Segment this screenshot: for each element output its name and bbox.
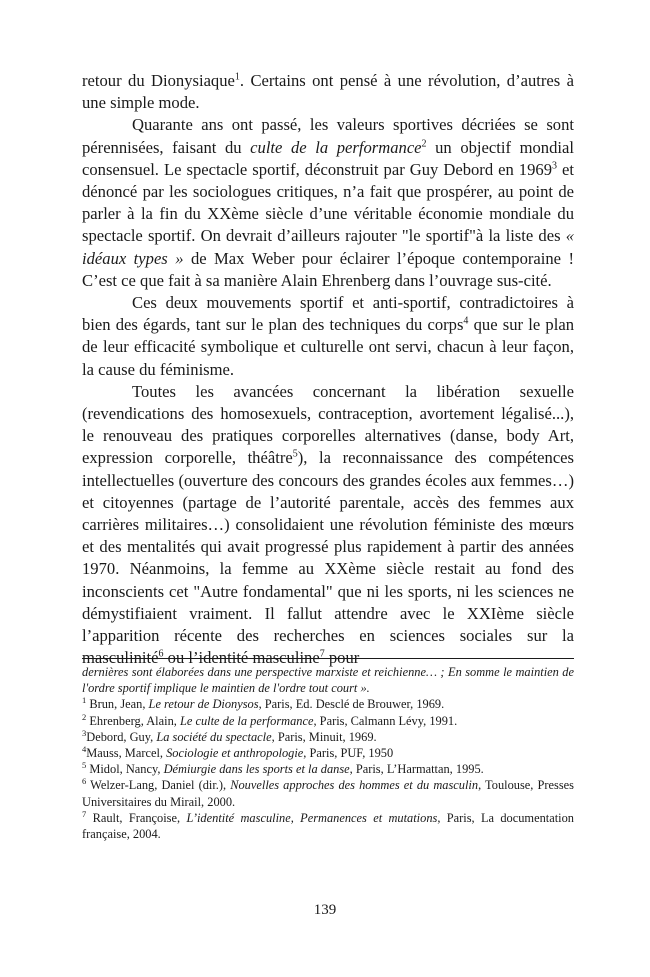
text-run: ), la reconnaissance des compétences intellectuelles (ouverture des concours des grandes écoles aux femmes…) et citoyennes (partage de l’autorité parentale, accès des femmes aux carrières militaires…) consolidaient une révolution féministe des mœurs et des mentalités qui avait progressé plus rapidement à partir des années 1970. Néanmoins, la femme au XXème siècle restait au fond des inconscients cet "Autre fondamental" que ni les sports, ni les sciences ne démystifiaient vraiment. Il fallut attendre avec le XXIème siècle l’apparition récente des recherches en sciences sociales sur la masculinité — [82, 448, 575, 668]
text-run: Ces deux mouvements sportif et anti-sportif, contradictoires à bien des égards, tant sur le plan des techniques du corps — [82, 293, 574, 335]
footnotes — [82, 664, 574, 842]
footnote-7 — [82, 810, 574, 842]
footnote-title: La société du spectacle — [156, 729, 272, 744]
italic-term: « idéaux types » — [82, 226, 574, 268]
text-run: . Certains ont pensé à une révolution, d’autres à une simple mode. — [82, 71, 574, 113]
main-text — [82, 70, 574, 669]
paragraph-4 — [82, 381, 574, 670]
footnote-ref-2[interactable]: 2 — [421, 138, 427, 150]
footnote-title: L’identité masculine, Permanences et mutations — [186, 810, 438, 825]
footnote-text: , Paris, Minuit, 1969. — [271, 729, 377, 744]
footnote-title: Démiurgie dans les sports et la danse — [163, 762, 350, 777]
footnote-number: 7 — [82, 808, 87, 819]
footnote-ref-4[interactable]: 4 — [463, 315, 469, 327]
footnote-number: 3 — [82, 727, 87, 738]
footnote-number: 2 — [82, 711, 87, 722]
footnote-text: Rault, Françoise, — [86, 810, 187, 825]
text-run: Quarante ans ont passé, les valeurs sportives décriées se sont pérennisées, faisant du — [82, 115, 574, 157]
text-run: de Max Weber pour éclairer l’époque contemporaine ! C’est ce que fait à sa manière Alain Ehrenberg dans l’ouvrage sus-cité. — [82, 248, 574, 290]
footnote-text: , Paris, Calmann Lévy, 1991. — [313, 713, 458, 728]
paragraph-1 — [82, 70, 574, 114]
footnote-text: , Toulouse, Presses Universitaires du Mirail, 2000. — [82, 778, 574, 809]
footnote-separator — [82, 658, 574, 659]
footnote-ref-3[interactable]: 3 — [552, 160, 557, 172]
footnote-text: , Paris, PUF, 1950 — [303, 746, 394, 761]
text-run: pour — [324, 648, 360, 668]
footnote-number: 1 — [82, 695, 87, 706]
footnote-6 — [82, 777, 574, 809]
footnote-text: Brun, Jean, — [86, 697, 149, 712]
footnote-5 — [82, 761, 574, 777]
footnote-title: Nouvelles approches des hommes et du masculin — [230, 778, 479, 793]
text-run: et dénoncé par les sociologues critiques, n’a fait que prospérer, au point de parler à la fin du XXème siècle d’une véritable économie mondiale du spectacle sportif. On devrait d’ailleurs rajouter "le sportif"à la liste des — [82, 159, 574, 246]
footnote-text: , Paris, La documentation française, 2004. — [82, 810, 574, 842]
footnote-text: Welzer-Lang, Daniel (dir.), — [86, 778, 231, 793]
footnote-text: dernières sont élaborées dans une perspective marxiste et reichienne… ; En somme le maintien de l'ordre sportif implique le maintien de l'ordre tout court ». — [82, 665, 574, 696]
footnote-number: 6 — [82, 776, 87, 787]
footnote-ref-1[interactable]: 1 — [234, 71, 240, 83]
text-run: Toutes les avancées concernant la libération sexuelle (revendications des homosexuels, contraception, avortement légalisé...), le renouveau des pratiques corporelles alternatives (danse, body Art, expression corporelle, théâtre — [82, 381, 574, 468]
footnote-text: , Paris, Ed. Desclé de Brouwer, 1969. — [258, 697, 445, 712]
footnote-number: 4 — [82, 743, 87, 754]
paragraph-3 — [82, 292, 574, 381]
footnote-3 — [82, 729, 574, 745]
footnote-ref-7[interactable]: 7 — [319, 648, 325, 660]
paragraph-2 — [82, 114, 574, 292]
footnote-ref-6[interactable]: 6 — [158, 648, 164, 660]
italic-term: culte de la performance — [250, 137, 422, 157]
text-run: que sur le plan de leur efficacité symbolique et culturelle ont servi, chacun à leur façon, la cause du féminisme. — [82, 315, 574, 379]
footnote-text: Ehrenberg, Alain, — [86, 713, 180, 728]
page-number: 139 — [313, 902, 337, 918]
footnote-number: 5 — [82, 760, 87, 771]
footnote-text: Debord, Guy, — [86, 729, 157, 744]
text-run: un objectif mondial consensuel. Le spectacle sportif, déconstruit par Guy Debord en 1969 — [82, 137, 574, 179]
footnote-title: Le retour de Dionysos — [148, 697, 259, 712]
text-run: ou l’identité masculine — [163, 648, 320, 668]
footnote-1 — [82, 696, 574, 712]
text-run: retour du Dionysiaque — [82, 71, 235, 90]
footnote-title: Le culte de la performance — [179, 713, 314, 728]
footnote-continuation — [82, 664, 574, 696]
footnote-4 — [82, 745, 574, 761]
footnote-title: Sociologie et anthropologie — [166, 746, 304, 761]
footnote-2 — [82, 713, 574, 729]
footnote-ref-5[interactable]: 5 — [292, 448, 298, 460]
footnote-text: Midol, Nancy, — [86, 762, 164, 777]
footnote-text: Mauss, Marcel, — [86, 746, 167, 761]
footnote-text: , Paris, L’Harmattan, 1995. — [349, 762, 484, 777]
